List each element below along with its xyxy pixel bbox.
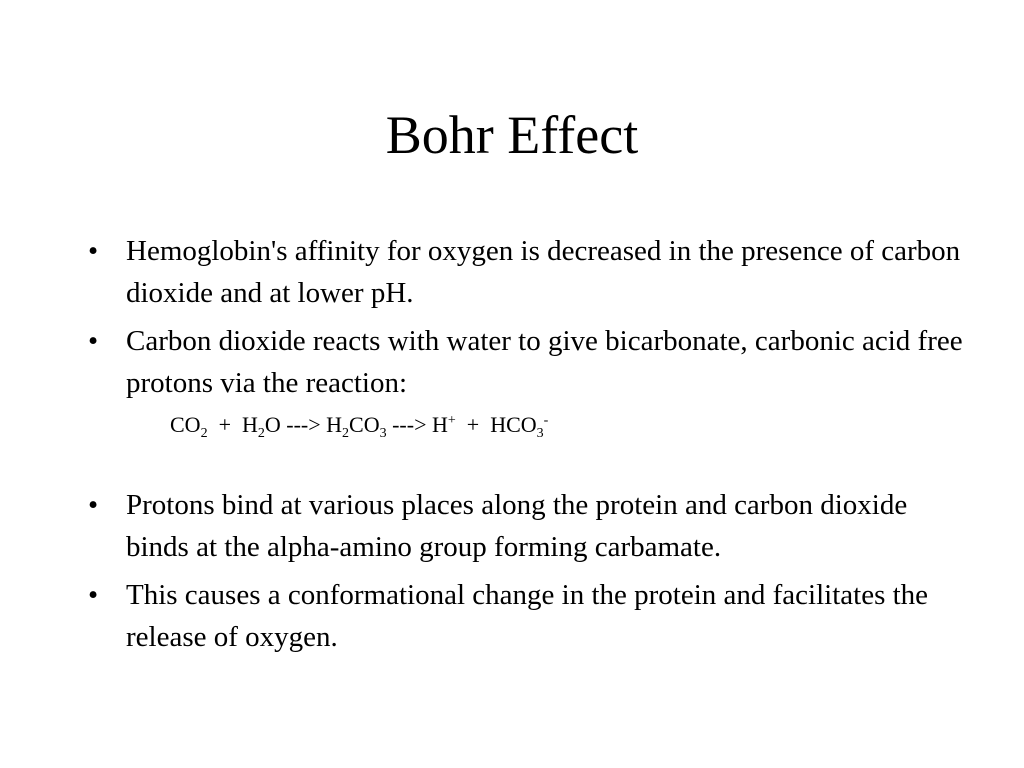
equation-term: CO [170, 412, 201, 437]
bullet-marker: • [88, 579, 99, 611]
slide-title: Bohr Effect [385, 105, 639, 165]
bullet-marker: • [88, 325, 99, 357]
equation-subscript: 3 [379, 426, 387, 441]
bullet-marker: • [88, 489, 99, 521]
equation-operator: + [455, 412, 491, 437]
chemical-equation [170, 410, 548, 440]
equation-superscript: + [447, 413, 456, 428]
equation-operator: + [207, 412, 242, 437]
bullet-text: This causes a conformational change in the protein and facilitates the release of oxygen. [126, 579, 929, 653]
equation-term: CO [349, 412, 380, 437]
equation-subscript: 2 [342, 426, 350, 441]
equation-term: HCO [490, 412, 537, 437]
bullet-text: Protons bind at various places along the protein and carbon dioxide binds at the alpha-amino group forming carbamate. [126, 489, 908, 563]
equation-superscript: - [543, 413, 549, 428]
equation-subscript: 2 [200, 426, 208, 441]
bullet-text: Carbon dioxide reacts with water to give bicarbonate, carbonic acid free protons via the reaction: [126, 325, 963, 399]
equation-subscript: 2 [257, 426, 265, 441]
equation-term: O ---> [264, 412, 327, 437]
bullet-marker: • [88, 235, 99, 267]
equation-arrow: ---> [386, 412, 432, 437]
equation-term: H [241, 412, 258, 437]
equation-term: H [326, 412, 343, 437]
bullet-text: Hemoglobin's affinity for oxygen is decreased in the presence of carbon dioxide and at lower pH. [126, 235, 961, 309]
equation-subscript: 3 [536, 426, 544, 441]
equation-term: H [432, 412, 448, 437]
